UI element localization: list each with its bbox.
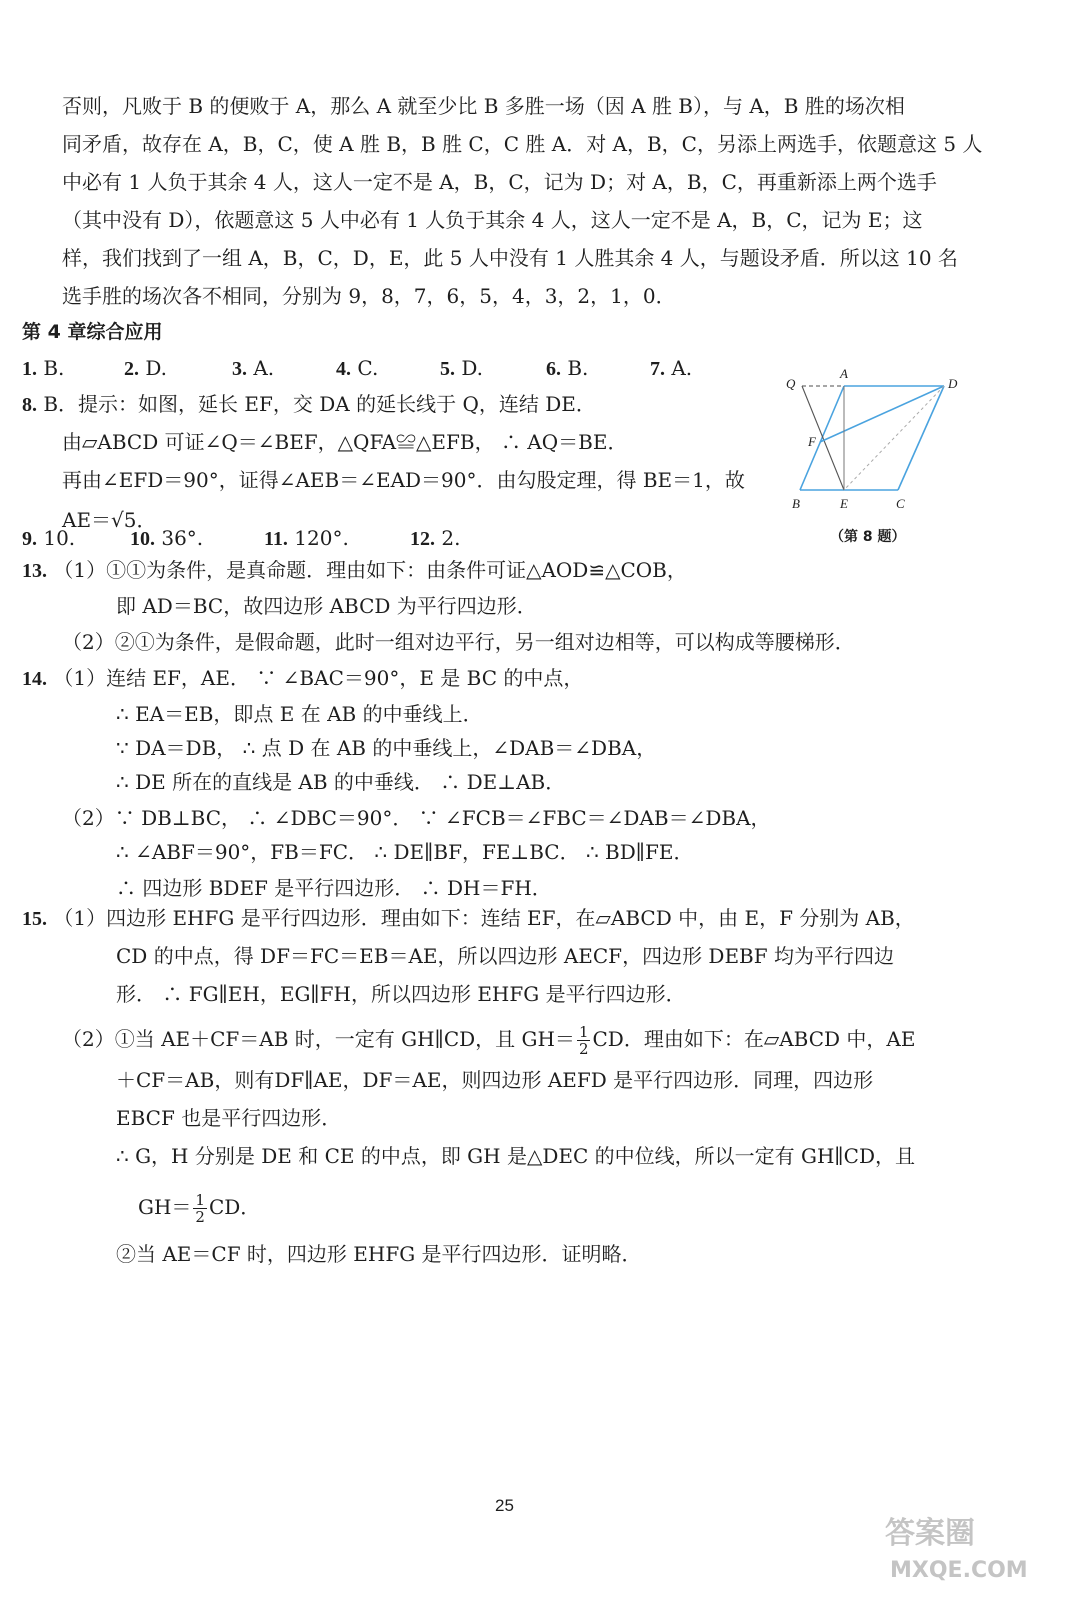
figure-label-b: B <box>792 496 800 511</box>
answer-row-1-7 <box>22 354 64 383</box>
q8-line: 由▱ABCD 可证∠Q＝∠BEF，△QFA≌△EFB， ∴ AQ＝BE． <box>62 430 628 454</box>
answer-item: 11. 120°. <box>264 526 349 550</box>
answer-item: 2. D. <box>124 356 168 380</box>
intro-line: 选手胜的场次各不相同，分别为 9，8，7，6，5，4，3，2，1，0． <box>62 284 676 308</box>
q14-line: 14. （1）连结 EF，AE． ∵ ∠BAC＝90°，E 是 BC 的中点， <box>22 666 584 690</box>
q15-line: CD 的中点，得 DF＝FC＝EB＝AE，所以四边形 AECF，四边形 DEBF 均为平行四边 <box>116 944 894 968</box>
q14-line: ∴ 四边形 BDEF 是平行四边形． ∴ DH＝FH． <box>116 876 552 900</box>
answer-item: 4. C. <box>336 356 379 380</box>
figure-line-de <box>844 386 944 490</box>
intro-line: 否则，凡败于 B 的便败于 A，那么 A 就至少比 B 多胜一场（因 A 胜 B），与 A，B 胜的场次相 <box>62 94 905 118</box>
q8-figure <box>780 366 970 516</box>
q14-line: ∴ EA＝EB，即点 E 在 AB 的中垂线上． <box>116 702 483 726</box>
answer-item: 5. D. <box>440 356 484 380</box>
figure-line-dc <box>898 386 944 490</box>
answer-item: 9. 10. <box>22 526 76 550</box>
q14-line: ∵ DA＝DB， ∴ 点 D 在 AB 的中垂线上，∠DAB＝∠DBA， <box>116 736 657 760</box>
q15-line: 15. （1）四边形 EHFG 是平行四边形．理由如下：连结 EF，在▱ABCD 中，由 E，F 分别为 AB， <box>22 906 915 930</box>
q13-line: 13. （1）①①为条件，是真命题．理由如下：由条件可证△AOD≌△COB， <box>22 558 687 582</box>
intro-line: 中必有 1 人负于其余 4 人，这人一定不是 A，B，C，记为 D；对 A，B，C，再重新添上两个选手 <box>62 170 937 194</box>
figure-caption: （第 8 题） <box>830 529 906 545</box>
q15-line: ②当 AE＝CF 时，四边形 EHFG 是平行四边形．证明略． <box>116 1242 642 1266</box>
figure-label-c: C <box>896 496 905 511</box>
fraction-one-half: $\frac{1}{2}$ <box>578 1023 589 1058</box>
figure-label-a: A <box>840 366 848 381</box>
figure-label-f: F <box>808 434 816 449</box>
answer-item: 12. 2. <box>410 526 461 550</box>
page-number: 25 <box>495 1496 514 1515</box>
figure-label-e: E <box>840 496 848 511</box>
q15-line: EBCF 也是平行四边形． <box>116 1106 342 1130</box>
q14-line: ∴ DE 所在的直线是 AB 的中垂线． ∴ DE⊥AB． <box>116 770 566 794</box>
q15-line: ∴ G，H 分别是 DE 和 CE 的中点，即 GH 是△DEC 的中位线，所以一定有 GH∥CD，且 <box>116 1144 915 1168</box>
watermark-logo: 答案圈 <box>885 1516 975 1551</box>
figure-line-fd <box>820 386 944 442</box>
answer-item: 10. 36°. <box>130 526 204 550</box>
figure-label-q: Q <box>786 376 796 391</box>
intro-line: 同矛盾，故存在 A，B，C，使 A 胜 B，B 胜 C，C 胜 A．对 A，B，C，另添上两选手，依题意这 5 人 <box>62 132 983 156</box>
watermark-site: MXQE.COM <box>890 1558 1028 1583</box>
q8-line: AE＝√5． <box>62 508 157 532</box>
q13-line: （2）②①为条件，是假命题，此时一组对边平行，另一组对边相等，可以构成等腰梯形． <box>62 630 855 654</box>
answer-item: 3. A. <box>232 356 275 380</box>
figure-label-d: D <box>948 376 958 391</box>
q13-line: 即 AD＝BC，故四边形 ABCD 为平行四边形． <box>116 594 537 618</box>
q15-line: ＋CF＝AB，则有DF∥AE，DF＝AE，则四边形 AEFD 是平行四边形．同理，四边形 <box>116 1068 874 1092</box>
section-title: 第 4 章综合应用 <box>22 321 163 343</box>
fraction-one-half: $\frac{1}{2}$ <box>195 1191 205 1226</box>
q15-line: GH＝ $\frac{1}{2}$ CD． <box>138 1191 261 1226</box>
q8-line: 再由∠EFD＝90°，证得∠AEB＝∠EAD＝90°．由勾股定理，得 BE＝1，故 <box>62 468 745 492</box>
q14-line: （2）∵ DB⊥BC， ∴ ∠DBC＝90°． ∵ ∠FCB＝∠FBC＝∠DAB＝∠DBA， <box>62 806 771 830</box>
answer-item: 1. B. <box>22 356 65 380</box>
q15-line: 形． ∴ FG∥EH，EG∥FH，所以四边形 EHFG 是平行四边形． <box>116 982 686 1006</box>
q14-line: ∴ ∠ABF＝90°，FB＝FC． ∴ DE∥BF，FE⊥BC． ∴ BD∥FE． <box>116 840 694 864</box>
q15-line: （2）①当 AE＋CF＝AB 时，一定有 GH∥CD，且 GH＝ $\frac{1}{2}$ CD．理由如下：在▱ABCD 中，AE <box>62 1023 916 1058</box>
answer-item: 7. A. <box>650 356 693 380</box>
q8-line: 8. B．提示：如图，延长 EF，交 DA 的延长线于 Q，连结 DE． <box>22 392 596 416</box>
intro-line: （其中没有 D），依题意这 5 人中必有 1 人负于其余 4 人，这人一定不是 A，B，C，记为 E；这 <box>62 208 923 232</box>
intro-line: 样，我们找到了一组 A，B，C，D，E，此 5 人中没有 1 人胜其余 4 人，与题设矛盾．所以这 10 名 <box>62 246 958 270</box>
answer-item: 6. B. <box>546 356 589 380</box>
